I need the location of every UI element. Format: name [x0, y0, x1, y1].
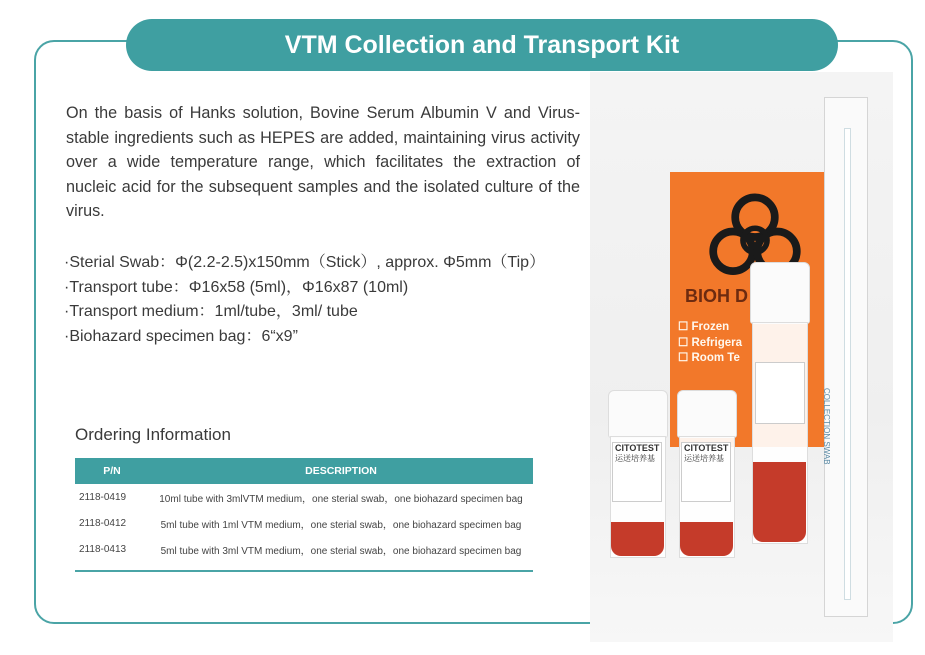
table-row — [75, 510, 533, 536]
row-pn: 2118-0412 — [79, 517, 127, 529]
tube-label-text: 运送培养基 — [684, 454, 724, 463]
tube-label — [612, 442, 662, 502]
row-description: 5ml tube with 1ml VTM medium，one sterial swab，one biohazard specimen bag — [160, 519, 522, 531]
bag-check-refrigerated: ☐ Refrigera — [678, 336, 742, 349]
row-description: 5ml tube with 3ml VTM medium，one sterial swab，one biohazard specimen bag — [160, 545, 522, 557]
table-row — [75, 484, 533, 510]
tube-cap — [608, 390, 668, 438]
bag-label: BIOH D — [685, 286, 748, 306]
tube-label — [681, 442, 731, 502]
header-description: DESCRIPTION — [305, 465, 377, 477]
table-bottom-rule — [75, 570, 533, 572]
tube-medium — [753, 462, 806, 542]
spec-swab: ·Sterial Swab：Φ(2.2-2.5)x150mm（Stick）, approx. Φ5mm（Tip） — [64, 254, 546, 271]
spec-list — [64, 251, 604, 349]
bag-check-room: ☐ Room Te — [678, 352, 740, 364]
spec-bag: ·Biohazard specimen bag：6“x9” — [64, 327, 298, 345]
row-pn: 2118-0413 — [79, 543, 127, 555]
spec-tube: ·Transport tube：Φ16x58 (5ml)，Φ16x87 (10ml) — [64, 278, 409, 296]
tube-medium — [611, 522, 664, 556]
ordering-table — [75, 458, 533, 562]
table-header-row — [75, 458, 533, 484]
product-photo — [590, 72, 893, 642]
bag-check-frozen: ☐ Frozen — [678, 321, 730, 333]
tube-cap — [750, 262, 810, 324]
swab-label: COLLECTION SWAB — [822, 388, 831, 465]
product-description: On the basis of Hanks solution, Bovine Serum Albumin V and Virus-stable ingredients such as HEPES are added, maintaining virus activity over a wide temperature range, which facilitates the extraction of nucleic acid for the subsequent samples and the isolated culture of the virus. — [66, 104, 580, 221]
tube-label-text: 运送培养基 — [615, 454, 655, 463]
page-title: VTM Collection and Transport Kit — [126, 19, 838, 71]
ordering-title: Ordering Information — [75, 425, 231, 444]
bag-checklist — [678, 320, 742, 367]
tube-medium — [680, 522, 733, 556]
tube-label — [755, 362, 805, 424]
header-pn: P/N — [103, 465, 121, 477]
row-pn: 2118-0419 — [79, 491, 127, 503]
row-description: 10ml tube with 3mlVTM medium，one sterial swab，one biohazard specimen bag — [159, 493, 523, 505]
swab-package — [824, 97, 868, 617]
tube-cap — [677, 390, 737, 438]
table-row — [75, 536, 533, 562]
tube-brand: CITOTEST — [684, 443, 729, 453]
swab-stick — [844, 128, 851, 600]
spec-medium: ·Transport medium：1ml/tube，3ml/ tube — [64, 303, 358, 320]
tube-brand: CITOTEST — [615, 443, 660, 453]
